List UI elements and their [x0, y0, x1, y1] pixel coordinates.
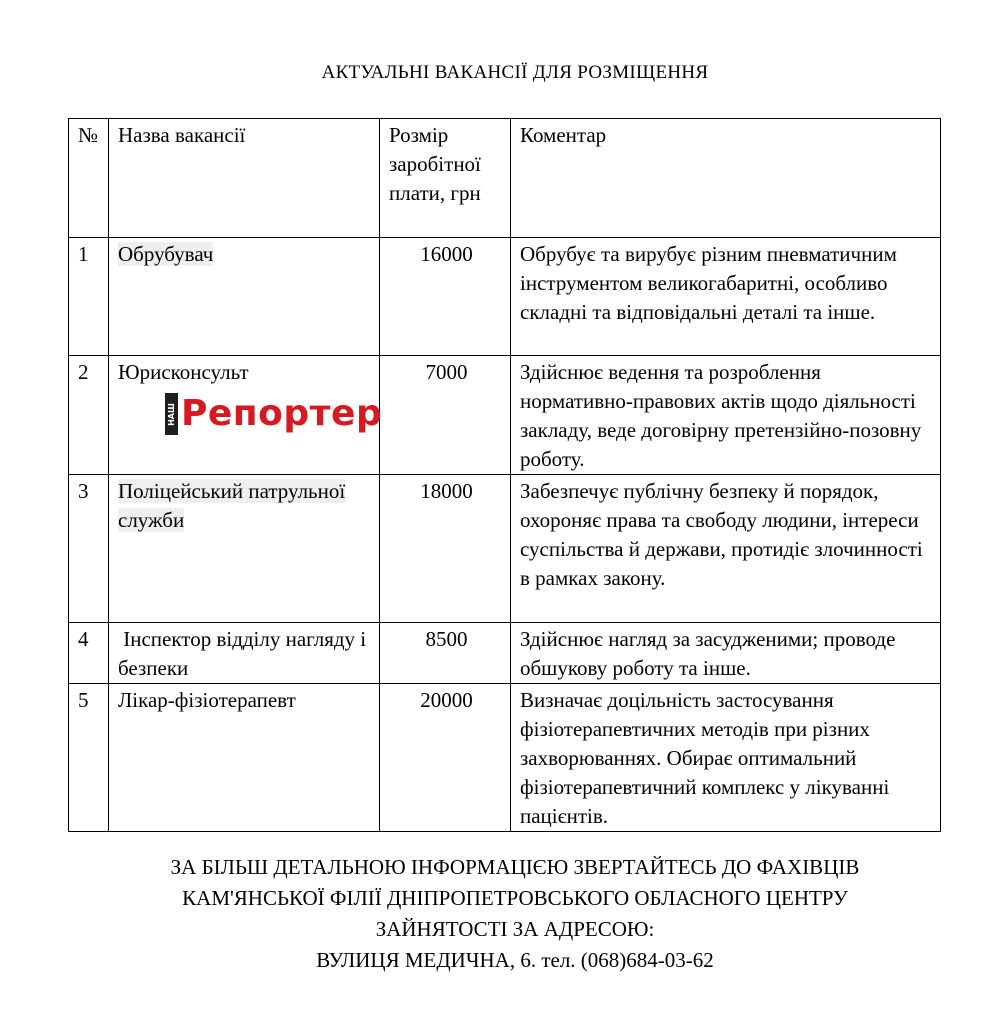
- row-name: Інспектор відділу нагляду і безпеки: [109, 623, 380, 684]
- row-num: 2: [69, 356, 109, 475]
- page-title: АКТУАЛЬНІ ВАКАНСІЇ ДЛЯ РОЗМІЩЕННЯ: [321, 62, 709, 83]
- row-num: 3: [69, 475, 109, 623]
- table-row: [69, 238, 941, 356]
- row-num: 5: [69, 684, 109, 832]
- table-row: [69, 475, 941, 623]
- header-salary: Розмір заробітної плати, грн: [380, 119, 511, 238]
- vacancies-table: [68, 118, 941, 832]
- reporter-logo: [165, 391, 383, 437]
- footer-line: КАМ'ЯНСЬКОЇ ФІЛІЇ ДНІПРОПЕТРОВСЬКОГО ОБЛАСНОГО ЦЕНТРУ: [182, 886, 848, 910]
- row-salary: 18000: [380, 475, 511, 623]
- footer-line: ЗА БІЛЬШ ДЕТАЛЬНОЮ ІНФОРМАЦІЄЮ ЗВЕРТАЙТЕСЬ ДО ФАХІВЦІВ: [170, 855, 860, 879]
- header-num: №: [69, 119, 109, 238]
- row-salary: 16000: [380, 238, 511, 356]
- header-comment: Коментар: [511, 119, 941, 238]
- contact-footer: [0, 852, 1000, 976]
- row-num: 4: [69, 623, 109, 684]
- row-salary: 20000: [380, 684, 511, 832]
- row-comment: Здійснює ведення та розроблення нормативно-правових актів щодо діяльності закладу, веде договірну претензійно-позовну роботу.: [511, 356, 941, 475]
- row-name: Лікар-фізіотерапевт: [109, 684, 380, 832]
- header-name: Назва вакансії: [109, 119, 380, 238]
- row-comment: Забезпечує публічну безпеку й порядок, охороняє права та свободу людини, інтереси суспільства й держави, протидіє злочинності в рамках закону.: [511, 475, 941, 623]
- row-name: Юрисконсульт: [118, 360, 249, 384]
- row-num: 1: [69, 238, 109, 356]
- row-salary: 7000: [380, 356, 511, 475]
- table-row: [69, 684, 941, 832]
- row-name: Обрубувач: [118, 242, 214, 266]
- table-header-row: [69, 119, 941, 238]
- row-name-cell: [109, 475, 380, 623]
- row-comment: Обрубує та вирубує різним пневматичним інструментом великогабаритні, особливо складні та відповідальні деталі та інше.: [511, 238, 941, 356]
- row-comment: Здійснює нагляд за засудженими; проводе обшукову роботу та інше.: [511, 623, 941, 684]
- row-salary: 8500: [380, 623, 511, 684]
- table-row: [69, 356, 941, 475]
- table-row: [69, 623, 941, 684]
- logo-text: Репортер: [181, 393, 383, 434]
- footer-address: ВУЛИЦЯ МЕДИЧНА, 6. тел. (068)684-03-62: [316, 948, 714, 972]
- row-name-cell: [109, 356, 383, 475]
- logo-side-label: НАШ: [165, 393, 178, 435]
- row-name: Поліцейський патрульної служби: [118, 479, 346, 532]
- row-name-cell: [109, 238, 380, 356]
- footer-line: ЗАЙНЯТОСТІ ЗА АДРЕСОЮ:: [375, 917, 655, 941]
- row-comment: Визначає доцільність застосування фізіотерапевтичних методів при різних захворюваннях. Обирає оптимальний фізіотерапевтичний комплекс у лікуванні пацієнтів.: [511, 684, 941, 832]
